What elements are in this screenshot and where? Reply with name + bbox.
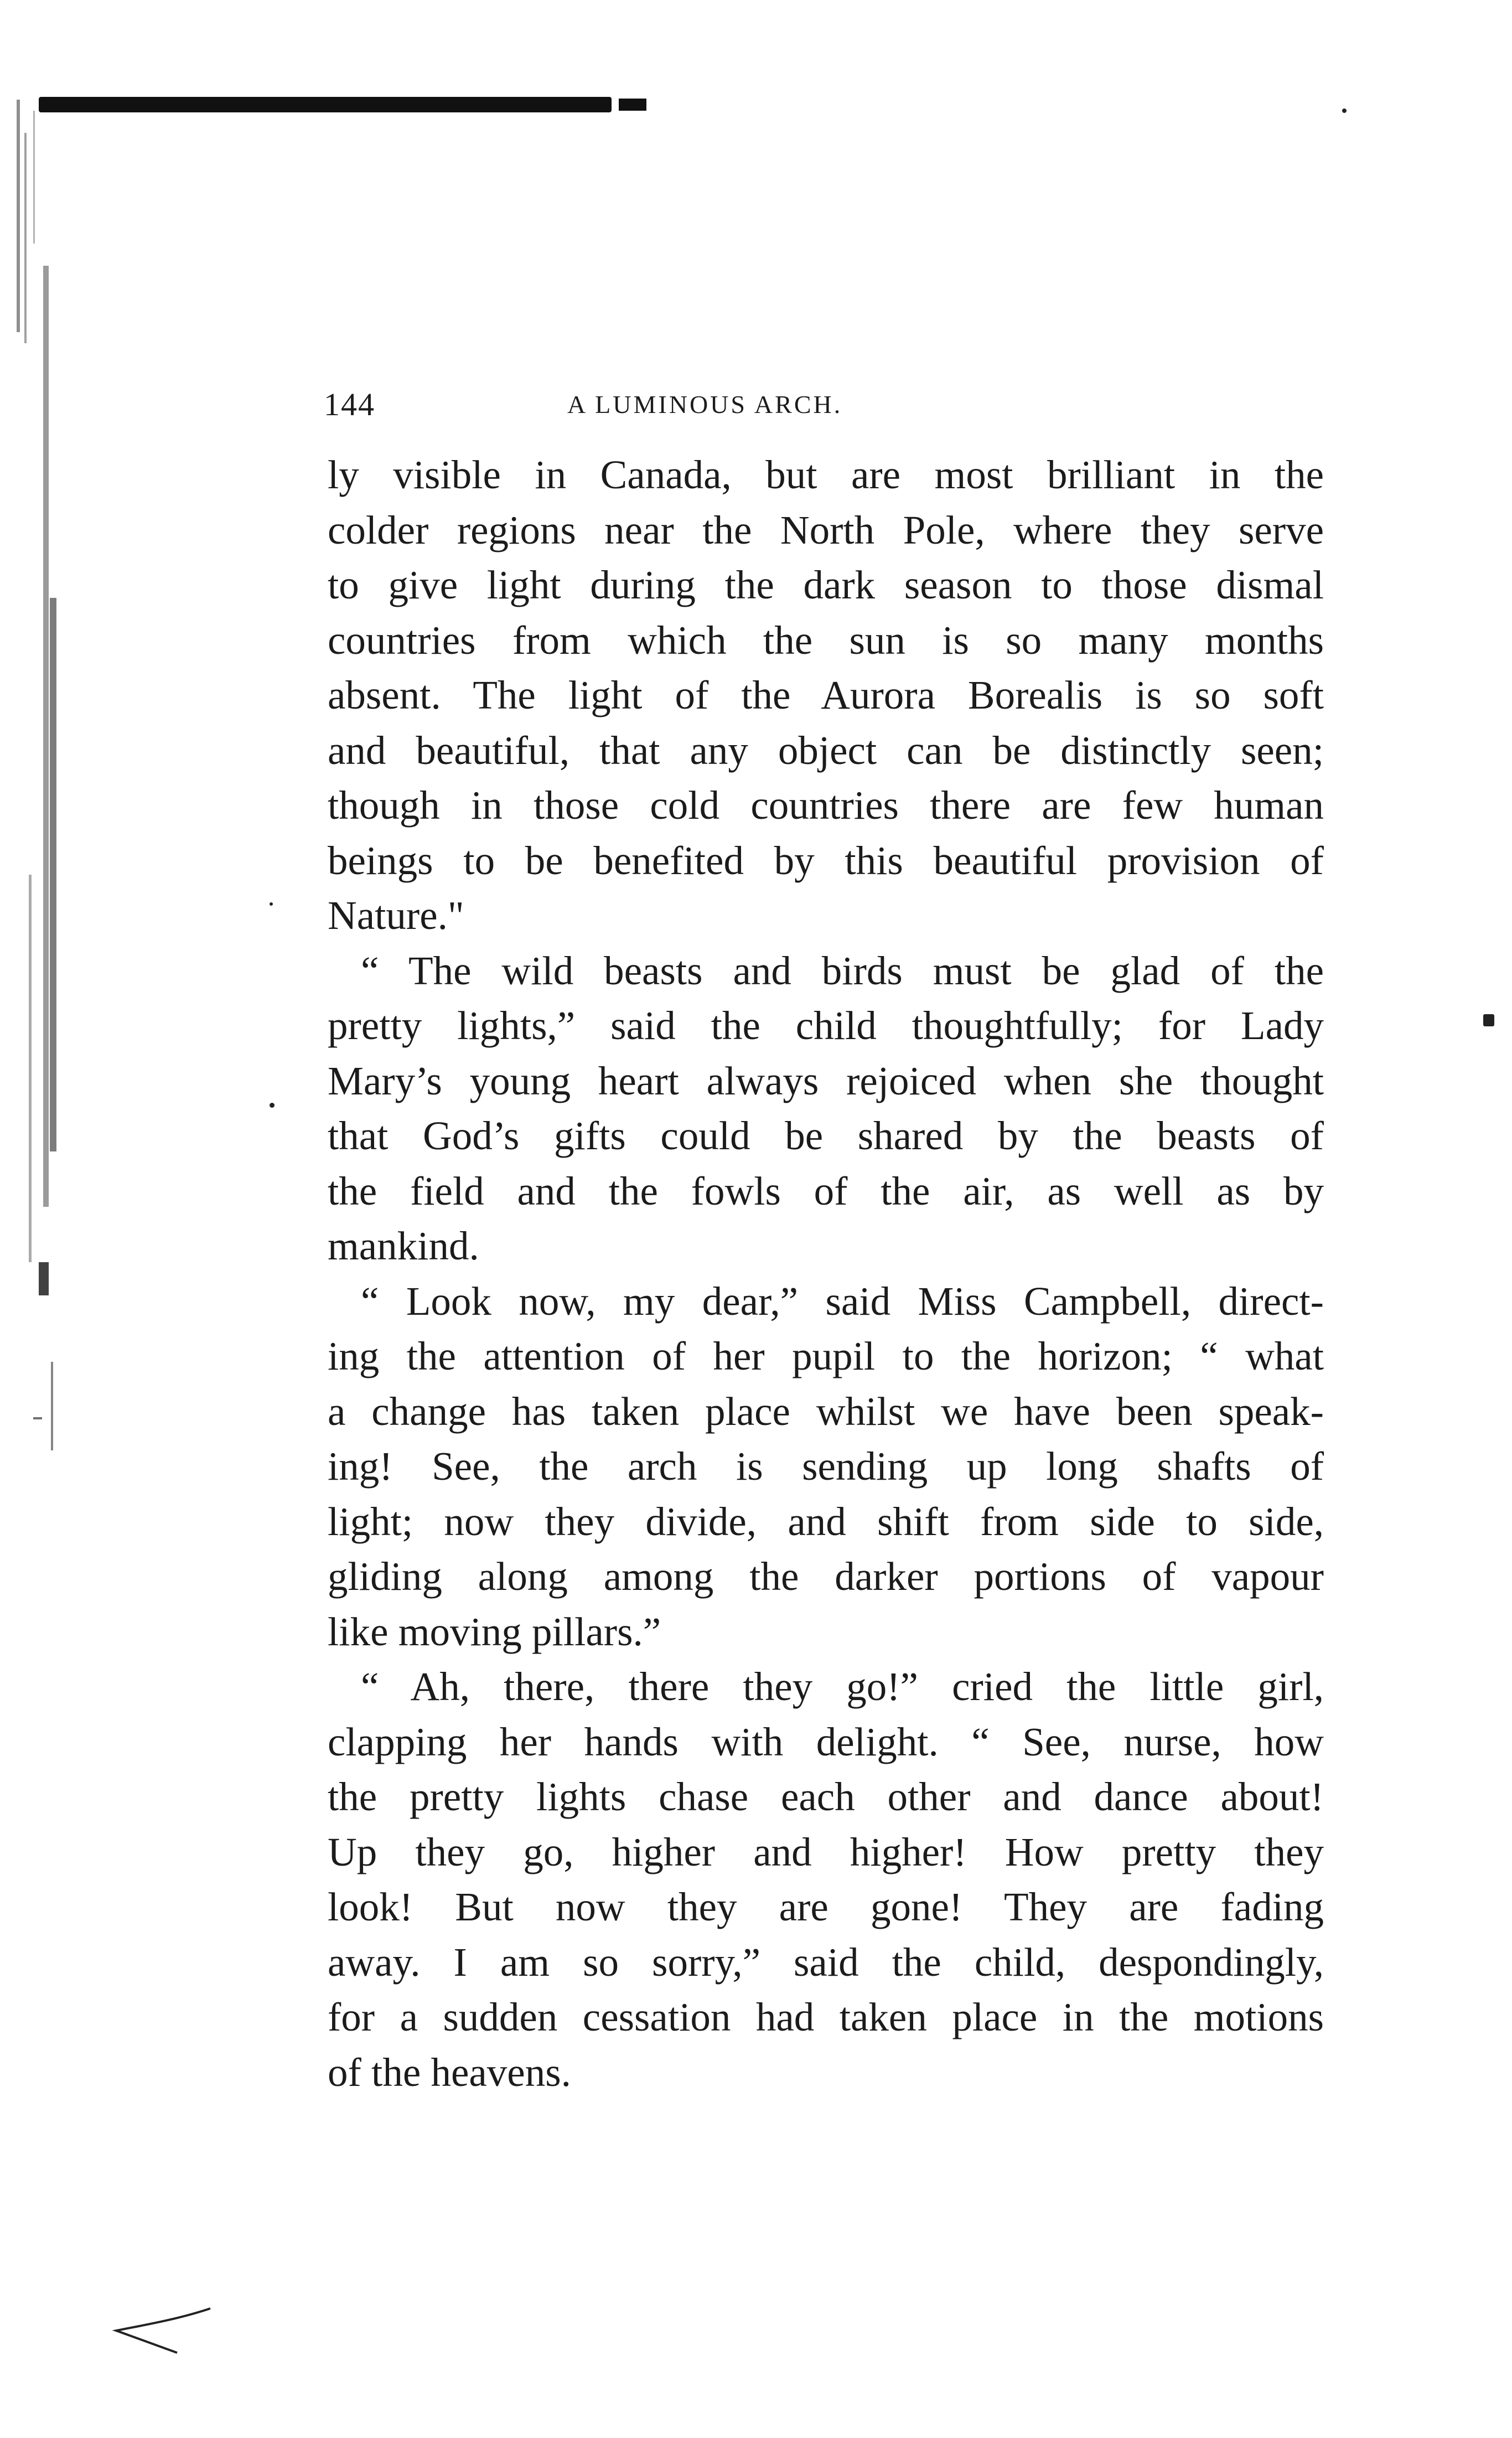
text-line: that God’s gifts could be shared by the beasts of	[328, 1113, 1324, 1158]
text-line: Mary’s young heart always rejoiced when she thought	[328, 1058, 1324, 1103]
text-line: the field and the fowls of the air, as well as by	[328, 1168, 1324, 1213]
text-line: for a sudden cessation had taken place in the motions	[328, 1995, 1324, 2039]
text-line: pretty lights,” said the child thoughtfully; for Lady	[328, 1003, 1324, 1048]
text-line: “ Look now, my dear,” said Miss Campbell, direct-	[361, 1278, 1324, 1324]
text-line: clapping her hands with delight. “ See, nurse, how	[328, 1719, 1324, 1764]
text-line: to give light during the dark season to those dismal	[328, 562, 1324, 607]
text-line: and beautiful, that any object can be distinctly seen;	[328, 727, 1324, 773]
body-text	[328, 447, 1324, 2100]
text-line: gliding along among the darker portions of vapour	[328, 1554, 1324, 1599]
text-line: beings to be benefited by this beautiful provision of	[328, 838, 1324, 883]
text-line: absent. The light of the Aurora Borealis is so soft	[328, 673, 1324, 717]
text-line: “ Ah, there, there they go!” cried the little girl,	[361, 1664, 1324, 1709]
text-line: ly visible in Canada, but are most brilliant in the	[328, 452, 1324, 497]
text-line: Up they go, higher and higher! How pretty they	[328, 1829, 1324, 1874]
text-line: like moving pillars.”	[328, 1609, 661, 1654]
text-line: ing! See, the arch is sending up long shafts of	[328, 1444, 1324, 1489]
scan-pen-mark	[111, 2297, 221, 2364]
text-line: light; now they divide, and shift from side to side,	[328, 1499, 1324, 1544]
scan-speck	[1342, 109, 1347, 113]
text-line: countries from which the sun is so many months	[328, 617, 1324, 663]
running-header	[324, 382, 988, 426]
text-line: look! But now they are gone! They are fading	[328, 1884, 1324, 1929]
running-head-title: A LUMINOUS ARCH.	[567, 390, 843, 419]
text-line: a change has taken place whilst we have been speak-	[328, 1388, 1324, 1434]
text-line: mankind.	[328, 1223, 479, 1268]
text-line: Nature."	[328, 893, 464, 938]
text-line: “ The wild beasts and birds must be glad of the	[361, 948, 1324, 993]
page-number: 144	[324, 386, 375, 422]
scan-binding-shadow-tail	[619, 99, 646, 111]
scan-speck	[270, 902, 273, 906]
scan-binding-shadow	[39, 97, 612, 112]
text-line: away. I am so sorry,” said the child, despondingly,	[328, 1939, 1324, 1985]
scan-edge-noise	[17, 100, 60, 1594]
text-line: colder regions near the North Pole, where they serve	[328, 507, 1324, 552]
text-line: though in those cold countries there are few human	[328, 783, 1324, 828]
scan-speck	[1483, 1014, 1494, 1026]
text-line: ing the attention of her pupil to the horizon; “ what	[328, 1334, 1324, 1378]
text-line: of the heavens.	[328, 2049, 571, 2095]
text-line: the pretty lights chase each other and dance about!	[328, 1774, 1324, 1819]
scan-speck	[270, 1103, 275, 1108]
